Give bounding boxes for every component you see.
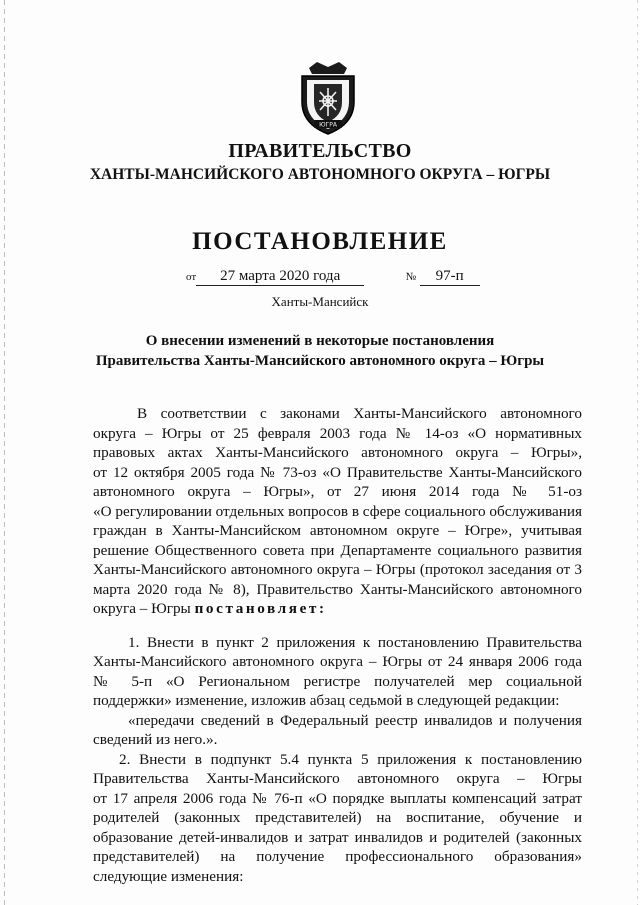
text-line: правовых актах Ханты-Мансийского автономного округа – Югры»,	[93, 444, 582, 461]
text-line: В соответствии с законами Ханты-Мансийского автономного	[137, 405, 582, 422]
text-line: 1. Внести в пункт 2 приложения к постановлению Правительства	[128, 633, 582, 651]
text-line: сведений из него.».	[93, 731, 218, 748]
document-type: ПОСТАНОВЛЕНИЕ	[192, 228, 448, 255]
title-line: Правительства Ханты-Мансийского автономного округа – Югры	[95, 353, 545, 369]
text-line: решение Общественного совета при Департаменте социального развития	[93, 541, 582, 559]
government-title: ПРАВИТЕЛЬСТВО	[228, 140, 412, 162]
text-line: «передачи сведений в Федеральный реестр инвалидов и получения	[128, 711, 582, 729]
city: Ханты-Мансийск	[271, 294, 369, 309]
text-line: № 5-п «О Региональном регистре получателей мер социальной	[93, 672, 582, 690]
text-line: от 12 октября 2005 года № 73-оз «О Правительстве Ханты-Мансийского	[93, 463, 582, 481]
scan-edge-right	[637, 0, 638, 905]
text-line: марта 2020 года № 8), Правительство Ханты-Мансийского автономного	[93, 580, 582, 598]
text-line: автономного округа – Югры», от 27 июня 2014 года № 51-оз	[93, 483, 582, 500]
date-number-row	[186, 268, 480, 286]
emblem-lettering: ЮГРА	[319, 121, 337, 129]
coat-of-arms-emblem	[290, 58, 366, 138]
text-line: от 17 апреля 2006 года № 76-п «О порядке выплаты компенсаций затрат	[93, 789, 582, 807]
text-line: 2. Внести в подпункт 5.4 пункта 5 приложения к постановлению	[119, 750, 582, 768]
document-number: 97-п	[420, 268, 480, 286]
text-line: следующие изменения:	[93, 867, 244, 885]
resolves-word: постановляет:	[194, 600, 327, 617]
text-line: «О регулировании отдельных вопросов в сфере социального обслуживания	[93, 502, 582, 520]
document-body	[93, 404, 582, 886]
scan-edge-left	[4, 0, 5, 905]
text-line: Правительства Ханты-Мансийского автономного округа – Югры	[93, 770, 582, 787]
text-line: граждан в Ханты-Мансийском автономном округе – Югре», учитывая	[93, 522, 582, 539]
text-line: поддержки» изменение, изложив абзац седьмой в следующей редакции:	[93, 692, 560, 709]
number-prefix: №	[405, 271, 417, 283]
text-line: родителей (законных представителей) на воспитание, обучение и	[93, 809, 582, 826]
text-line: округа – Югры постановляет:	[93, 600, 327, 617]
text-line: образование детей-инвалидов и затрат инвалидов и родителей (законных	[93, 828, 582, 846]
title-line: О внесении изменений в некоторые постановления	[145, 333, 495, 349]
document-date: 27 марта 2020 года	[196, 268, 364, 286]
document-title	[0, 331, 640, 371]
date-prefix: от	[186, 271, 197, 283]
text-line: округа – Югры от 25 февраля 2003 года № 14-оз «О нормативных	[93, 424, 582, 442]
region-title: ХАНТЫ-МАНСИЙСКОГО АВТОНОМНОГО ОКРУГА – ЮГРЫ	[89, 166, 551, 183]
text-line: представителей) на получение профессионального образования»	[93, 848, 582, 865]
text-line: Ханты-Мансийского автономного округа – Югры (протокол заседания от 3	[93, 561, 582, 578]
text-line: Ханты-Мансийского автономного округа – Югры от 24 января 2006 года	[93, 653, 582, 670]
